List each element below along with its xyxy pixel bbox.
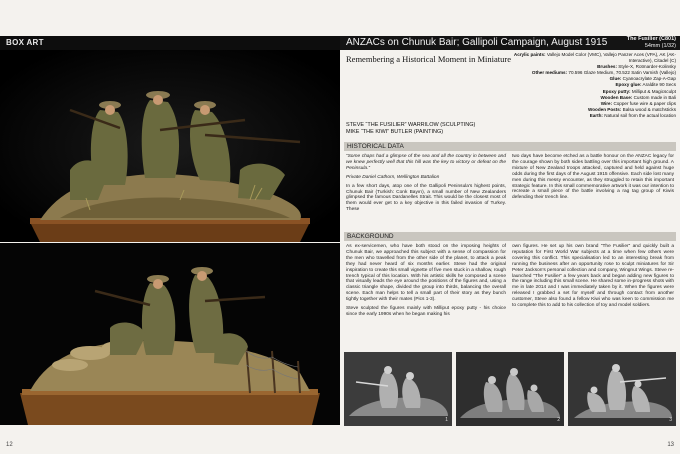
credits xyxy=(346,122,475,136)
credit-sculptor: STEVE “THE FUSILIER” WARRILOW (SCULPTING) xyxy=(346,122,476,128)
progress-photo-1 xyxy=(344,352,452,426)
progress-photo-2 xyxy=(456,352,564,426)
progress-photos xyxy=(344,352,676,426)
material-item: Other mediums: 70.596 Glaze Medium, 70.522 Satin Varnish (Vallejo) xyxy=(531,70,676,76)
article-title: ANZACs on Chunuk Bair; Gallipoli Campaign, August 1915 xyxy=(346,37,608,48)
product-name: The Fusilier (C801) xyxy=(626,36,676,42)
quote-source: Private Daniel Cathorn, Wellington Battalion xyxy=(346,174,440,180)
material-item: Glue: Cyanoacrylate Zap-A-Gap xyxy=(609,76,676,82)
credit-painter: MIKE “THE KIWI” BUTLER (PAINTING) xyxy=(346,129,444,135)
section-label: BOX ART xyxy=(6,38,44,47)
material-item: Wooden Base: Custom made in Bali xyxy=(600,94,676,100)
product-scale: 54mm (1/32) xyxy=(644,42,676,49)
background-paragraph: As ex-servicemen, who have both stood on the imposing heights of Chunuk Bair, we approached this subject with a sense of compassion for the men who travelled from the other side of the planet, to attack a peak they had never heard of six months earlier. Steve had the original inspiration to create this small vignette of five men stuck in a shallow, rough trench typical of this location. With his artistic skills he composed a scene that visually leads the eye around the positions of the figures and, using a classic triangle shape, divided the group into thirds, balancing the overall scene. Each man helps to tell a small part of their story as they bunch tightly together with their mates (Pics 1-3). xyxy=(346,244,506,303)
historical-paragraph: In a few short days, atop one of the Gallipoli Peninsula's highest points, Chunuk Bair (Turkish: Conk Bayırı), a small number of New Zealanders glimpsed the famous Dardanelles Strait. This would be the closest most of them would ever get to a key objective in this failed invasion of Turkey. These xyxy=(346,183,506,213)
material-item: Brushes: Style-X, Rotmarder-Kolinsky xyxy=(597,64,676,70)
thumb-number: 1 xyxy=(445,417,448,423)
product-info xyxy=(627,36,676,49)
background-paragraph: own figures. He set up his own brand “The Fusilier” and quickly built a reputation for First World War subjects at a time when few others were covering this conflict. This specialisation led to an interesting break from running the business after an opportunity rose to sculpt miniatures for Sir Peter Jackson's personal collection and company, Wingnut Wings. Steve re-launched “The Fusilier” a few years back and began adding new figures to the range including this small scene. He shared some in-progress shots with me in late 2014 and I was immediately taken by it. When the figures were released I grabbed a set for myself and through contact from another customer, Steve also found a fellow Kiwi who was keen to commission me to complete this to add to his collection of toy and model soldiers. xyxy=(512,244,674,309)
background-bar xyxy=(344,232,676,241)
left-section-bar xyxy=(0,36,340,50)
article-heading: Remembering a Historical Moment in Miniature xyxy=(346,54,512,64)
right-page-number: 13 xyxy=(667,442,674,448)
historical-column-right xyxy=(512,154,674,204)
background-paragraph: Steve sculpted the figures mainly with Milliput epoxy putty - his choice since the early 1990s when he began making his xyxy=(346,306,506,317)
material-item: Earth: Natural soil from the actual location xyxy=(589,112,676,118)
material-item: Acrylic paints: Vallejo Model Color (VMC), Vallejo Panzer Aces (VPA), AK (AK-Interactive), Citadel (C) xyxy=(513,52,676,64)
materials-list xyxy=(501,52,676,119)
left-page-number: 12 xyxy=(6,442,13,448)
thumb-number: 3 xyxy=(669,417,672,423)
thumb-number: 2 xyxy=(557,417,560,423)
historical-paragraph: two days have become etched as a battle honour on the ANZAC legacy for the courage shown by both sides battling over this important high ground. A mixture of New Zealand troops attacked, captured and held against huge odds during the first days of the August 1915 offensive. Each side lost many men during this messy encounter, as they struggled to retain this important strategic feature. In this small commemorative artwork it was our intention to recreate a small piece of the battle involving a rag tag group of Kiwis defending their trench line. xyxy=(512,154,674,201)
background-heading: BACKGROUND xyxy=(347,233,394,240)
material-item: Epoxy putty: Milliput & Magicsculpt xyxy=(602,88,676,94)
article-title-bar xyxy=(340,36,680,50)
material-item: Wooden Posts: Balsa wood & matchsticks xyxy=(587,106,676,112)
historical-data-bar xyxy=(344,142,676,151)
background-column-left xyxy=(346,244,506,321)
box-art-photo-top xyxy=(0,50,340,242)
historical-data-heading: HISTORICAL DATA xyxy=(347,143,404,150)
material-item: Epoxy glue: Araldite 90 Secs xyxy=(615,82,676,88)
background-column-right xyxy=(512,244,674,312)
historical-column-left xyxy=(346,154,506,216)
quote: “Some chaps had a glimpse of the sea and all the country in between and we knew perfectly well that this hill was the key to victory or defeat on the Peninsula.” xyxy=(346,154,506,171)
material-item: Wire: Copper fuse wire & paper clips xyxy=(600,100,676,106)
right-page xyxy=(340,0,680,454)
box-art-photo-bottom xyxy=(0,243,340,425)
progress-photo-3 xyxy=(568,352,676,426)
